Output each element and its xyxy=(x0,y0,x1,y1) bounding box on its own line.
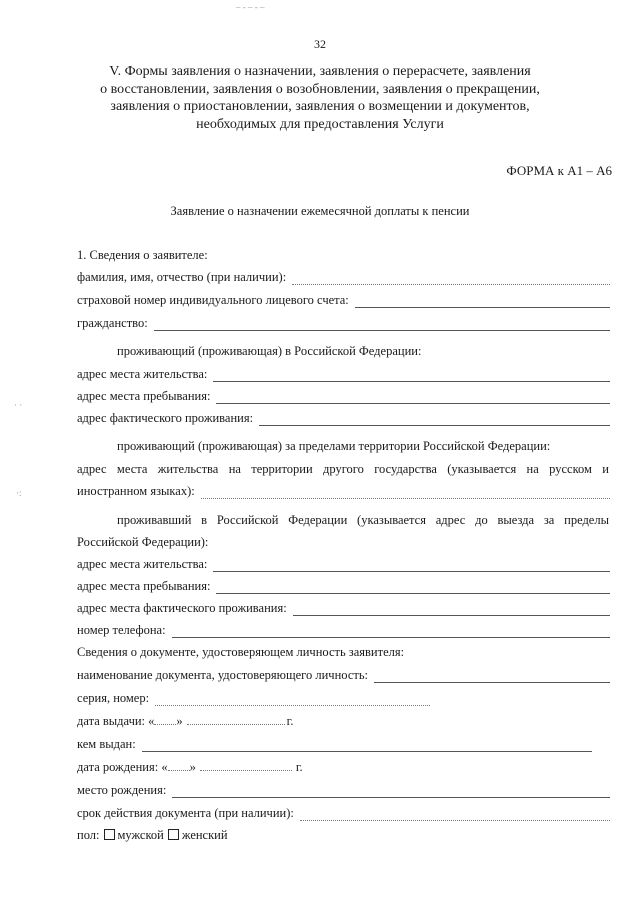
resided-rf-text: проживавший в Российской Федерации (указывается адрес до выезда за пределы xyxy=(117,513,609,527)
scan-artifact: ·: xyxy=(16,488,22,498)
rf-actual-line[interactable] xyxy=(259,414,610,426)
section-heading xyxy=(0,63,640,133)
issue-date-label: дата выдачи: « xyxy=(77,714,155,728)
phone-line[interactable] xyxy=(172,626,610,638)
heading-line-3: заявления о приостановлении, заявления о возмещении и документов, xyxy=(110,99,530,114)
prior-actual-field[interactable] xyxy=(77,600,610,616)
birth-day-blank[interactable] xyxy=(168,759,190,771)
prior-actual-line[interactable] xyxy=(293,604,610,616)
prior-residence-field[interactable] xyxy=(77,556,610,572)
residing-rf-title: проживающий (проживающая) в Российской Федерации: xyxy=(117,344,422,358)
scan-artifact: ‒ ‐ ‒ ‐ ‒ xyxy=(236,2,265,12)
scan-artifact: · · xyxy=(14,400,23,410)
abroad-address-line[interactable] xyxy=(201,487,610,499)
issue-day-blank[interactable] xyxy=(154,713,176,725)
rf-residence-line[interactable] xyxy=(213,370,610,382)
rf-residence-field[interactable] xyxy=(77,366,610,382)
identity-section-title: Сведения о документе, удостоверяющем личность заявителя: xyxy=(77,645,405,659)
snils-line[interactable] xyxy=(355,296,610,308)
birth-date-quote: » xyxy=(189,760,196,774)
issue-date-quote: » xyxy=(176,714,183,728)
phone-label: номер телефона: xyxy=(77,623,166,637)
phone-field[interactable] xyxy=(77,622,610,638)
doc-name-label: наименование документа, удостоверяющего личность: xyxy=(77,668,369,682)
prior-stay-field[interactable] xyxy=(77,578,610,594)
validity-line[interactable] xyxy=(300,809,610,821)
issue-date-field[interactable] xyxy=(77,713,294,729)
issued-by-field[interactable] xyxy=(77,736,592,752)
validity-field[interactable] xyxy=(77,805,610,821)
snils-label: страховой номер индивидуального лицевого счета: xyxy=(77,293,349,307)
male-checkbox[interactable] xyxy=(104,829,115,840)
full-name-field[interactable] xyxy=(77,269,610,285)
gender-field xyxy=(77,827,228,843)
birth-date-field[interactable] xyxy=(77,759,303,775)
prior-residence-label: адрес места жительства: xyxy=(77,557,208,571)
rf-stay-field[interactable] xyxy=(77,388,610,404)
abroad-address-label: иностранном языках): xyxy=(77,484,195,498)
series-label: серия, номер: xyxy=(77,691,150,705)
heading-line-4: необходимых для предоставления Услуги xyxy=(196,116,444,132)
gender-label: пол: xyxy=(77,828,100,842)
rf-actual-field[interactable] xyxy=(77,410,610,426)
citizenship-field[interactable] xyxy=(77,315,610,331)
prior-residence-line[interactable] xyxy=(213,560,610,572)
rf-stay-line[interactable] xyxy=(216,392,610,404)
full-name-label: фамилия, имя, отчество (при наличии): xyxy=(77,270,287,284)
rf-actual-label: адрес фактического проживания: xyxy=(77,411,254,425)
female-label: женский xyxy=(181,828,228,842)
heading-line-2: о восстановлении, заявления о возобновлении, заявления о прекращении, xyxy=(100,81,540,97)
abroad-address-text: адрес места жительства на территории другого государства (указывается на русском и xyxy=(77,462,609,476)
form-subtitle: Заявление о назначении ежемесячной доплаты к пенсии xyxy=(170,204,470,218)
doc-name-field[interactable] xyxy=(77,667,610,683)
form-reference: ФОРМА к А1 – А6 xyxy=(506,163,612,178)
prior-stay-label: адрес места пребывания: xyxy=(77,579,211,593)
heading-line-1: V. Формы заявления о назначении, заявления о перерасчете, заявления xyxy=(109,64,531,79)
page-number: 32 xyxy=(314,37,326,51)
prior-stay-line[interactable] xyxy=(216,582,610,594)
issued-by-label: кем выдан: xyxy=(77,737,136,751)
citizenship-label: гражданство: xyxy=(77,316,148,330)
female-checkbox[interactable] xyxy=(168,829,179,840)
citizenship-line[interactable] xyxy=(154,319,610,331)
issued-by-line[interactable] xyxy=(142,740,592,752)
residing-abroad-title: проживающий (проживающая) за пределами территории Российской Федерации: xyxy=(117,439,551,453)
snils-field[interactable] xyxy=(77,292,610,308)
male-label: мужской xyxy=(117,828,164,842)
birth-place-line[interactable] xyxy=(172,786,610,798)
rf-residence-label: адрес места жительства: xyxy=(77,367,208,381)
applicant-section-title: 1. Сведения о заявителе: xyxy=(77,248,208,262)
prior-actual-label: адрес места фактического проживания: xyxy=(77,601,287,615)
series-line[interactable] xyxy=(155,694,430,706)
birth-date-year-suffix: г. xyxy=(295,760,303,774)
rf-stay-label: адрес места пребывания: xyxy=(77,389,211,403)
birth-date-label: дата рождения: « xyxy=(77,760,168,774)
validity-label: срок действия документа (при наличии): xyxy=(77,806,294,820)
birth-place-label: место рождения: xyxy=(77,783,167,797)
full-name-line[interactable] xyxy=(292,273,610,285)
resided-rf-text-2: Российской Федерации): xyxy=(77,535,209,549)
issue-month-year-blank[interactable] xyxy=(187,713,285,725)
series-field[interactable] xyxy=(77,690,430,706)
birth-place-field[interactable] xyxy=(77,782,610,798)
issue-date-year-suffix: г. xyxy=(286,714,294,728)
doc-name-line[interactable] xyxy=(374,671,610,683)
birth-month-year-blank[interactable] xyxy=(200,759,292,771)
abroad-address-field[interactable] xyxy=(77,483,610,499)
